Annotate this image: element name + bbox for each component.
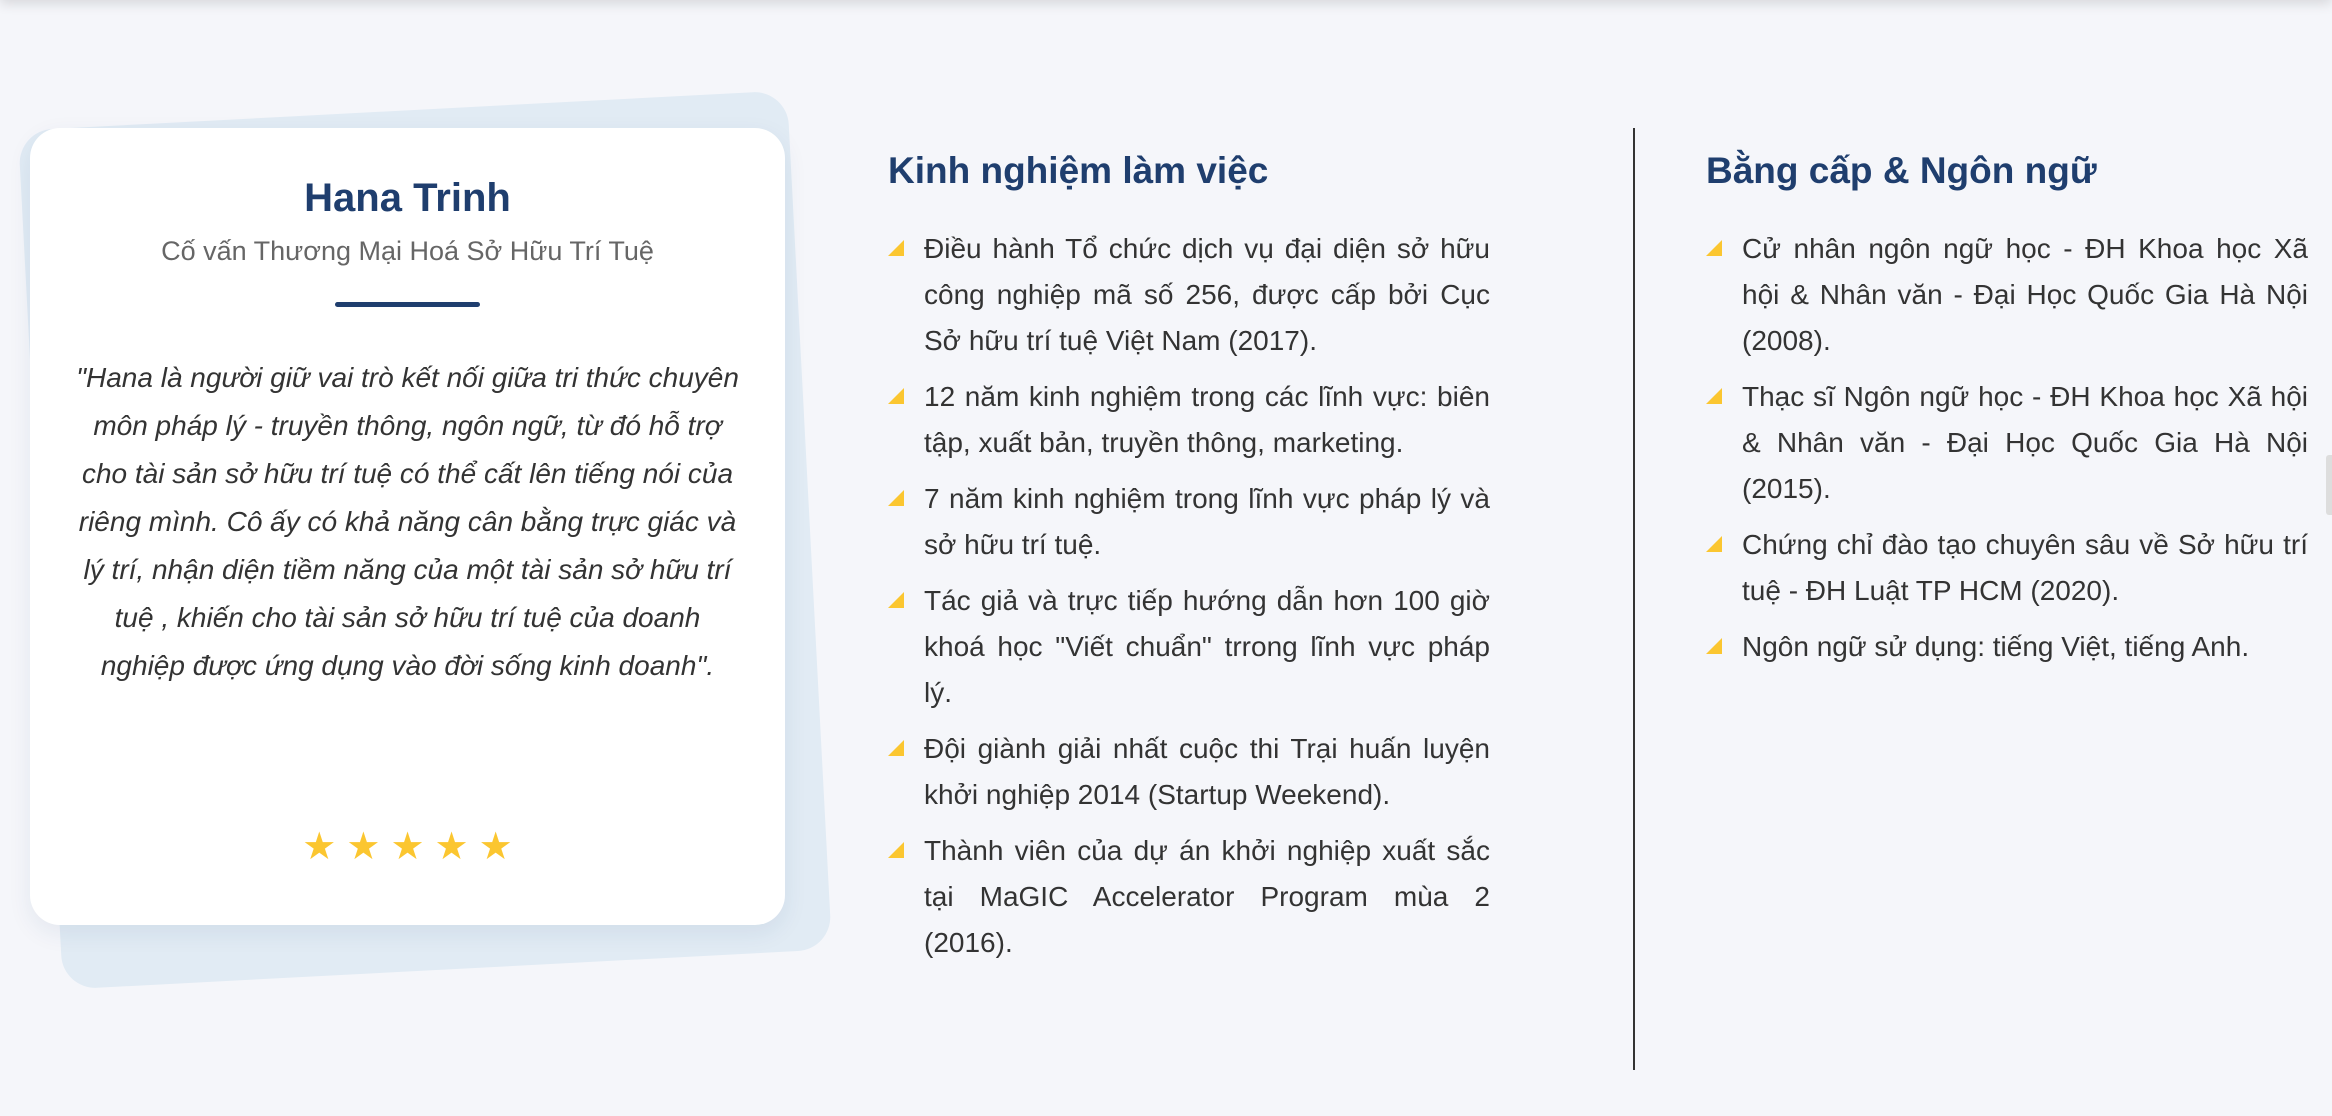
column-divider (1633, 128, 1635, 1070)
list-item-text: Thành viên của dự án khởi nghiệp xuất sắc tại MaGIC Accelerator Program mùa 2 (2016). (924, 835, 1490, 958)
list-item (888, 828, 1490, 966)
list-item (1706, 624, 2308, 670)
list-item-text: 7 năm kinh nghiệm trong lĩnh vực pháp lý và sở hữu trí tuệ. (924, 483, 1490, 560)
list-item (888, 476, 1490, 568)
triangle-bullet-icon (888, 740, 904, 756)
profile-role: Cố vấn Thương Mại Hoá Sở Hữu Trí Tuệ (161, 236, 654, 266)
education-section (1706, 150, 2308, 680)
profile-card (30, 128, 785, 925)
star-icon: ★ (478, 826, 513, 868)
star-icon: ★ (434, 826, 469, 868)
triangle-bullet-icon (888, 592, 904, 608)
profile-name: Hana Trinh (304, 176, 511, 220)
list-item-text: Chứng chỉ đào tạo chuyên sâu về Sở hữu trí tuệ - ĐH Luật TP HCM (2020). (1742, 529, 2308, 606)
triangle-bullet-icon (888, 842, 904, 858)
list-item-text: Điều hành Tổ chức dịch vụ đại diện sở hữu công nghiệp mã số 256, được cấp bởi Cục Sở hữu trí tuệ Việt Nam (2017). (924, 233, 1490, 356)
profile-quote: "Hana là người giữ vai trò kết nối giữa tri thức chuyên môn pháp lý - truyền thông, ngôn ngữ, từ đó hỗ trợ cho tài sản sở hữu trí tuệ có thể cất lên tiếng nói của riêng mình. Cô ấy có khả năng cân bằng trực giác và lý trí, nhận diện tiềm năng của một tài sản sở hữu trí tuệ , khiến cho tài sản sở hữu trí tuệ của doanh nghiệp được ứng dụng vào đời sống kinh doanh". (76, 362, 739, 681)
experience-section (888, 150, 1490, 976)
list-item (888, 726, 1490, 818)
star-icon: ★ (346, 826, 381, 868)
list-item-text: 12 năm kinh nghiệm trong các lĩnh vực: biên tập, xuất bản, truyền thông, marketing. (924, 381, 1490, 458)
star-icon: ★ (302, 826, 337, 868)
triangle-bullet-icon (1706, 240, 1722, 256)
experience-title: Kinh nghiệm làm việc (888, 150, 1269, 191)
list-item (888, 578, 1490, 716)
list-item (1706, 374, 2308, 512)
triangle-bullet-icon (1706, 638, 1722, 654)
list-item (1706, 522, 2308, 614)
star-rating (30, 828, 785, 866)
list-item (1706, 226, 2308, 364)
list-item-text: Ngôn ngữ sử dụng: tiếng Việt, tiếng Anh. (1742, 631, 2250, 662)
list-item (888, 374, 1490, 466)
education-list (1706, 226, 2308, 670)
star-icon: ★ (390, 826, 425, 868)
list-item (888, 226, 1490, 364)
triangle-bullet-icon (888, 490, 904, 506)
title-underline (335, 302, 480, 307)
scrollbar[interactable] (2326, 455, 2332, 515)
list-item-text: Tác giả và trực tiếp hướng dẫn hơn 100 giờ khoá học "Viết chuẩn" trrong lĩnh vực pháp lý. (924, 585, 1490, 708)
education-title: Bằng cấp & Ngôn ngữ (1706, 150, 2097, 191)
list-item-text: Cử nhân ngôn ngữ học - ĐH Khoa học Xã hội & Nhân văn - Đại Học Quốc Gia Hà Nội (2008). (1742, 233, 2308, 356)
list-item-text: Thạc sĩ Ngôn ngữ học - ĐH Khoa học Xã hội & Nhân văn - Đại Học Quốc Gia Hà Nội (2015). (1742, 381, 2308, 504)
triangle-bullet-icon (888, 388, 904, 404)
triangle-bullet-icon (1706, 388, 1722, 404)
triangle-bullet-icon (888, 240, 904, 256)
experience-list (888, 226, 1490, 966)
triangle-bullet-icon (1706, 536, 1722, 552)
list-item-text: Đội giành giải nhất cuộc thi Trại huấn luyện khởi nghiệp 2014 (Startup Weekend). (924, 733, 1490, 810)
